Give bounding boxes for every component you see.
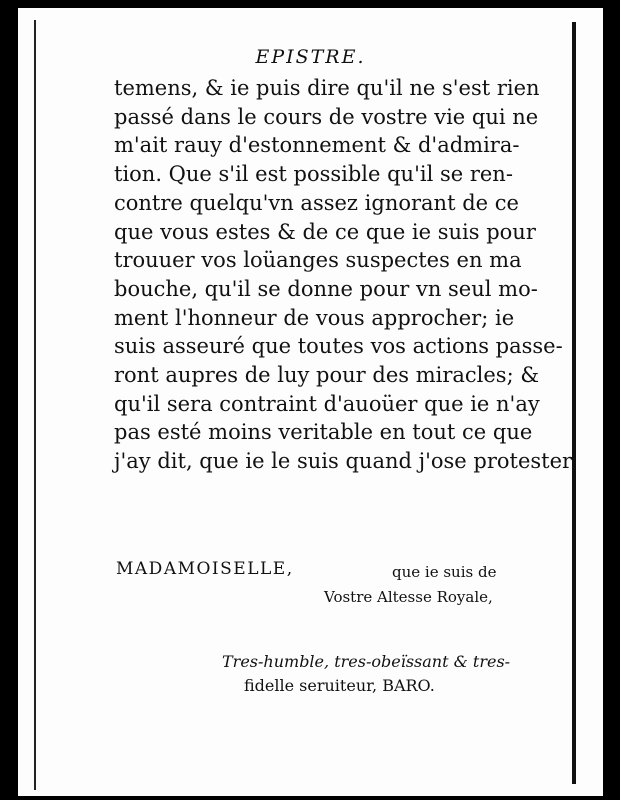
text-line: trouuer vos loüanges suspectes en ma xyxy=(114,248,522,273)
text-line: m'ait rauy d'estonnement & d'admira- xyxy=(114,133,520,158)
text-line: ront aupres de luy pour des miracles; & xyxy=(114,363,540,388)
signature-line: Tres-humble, tres-obeïssant & tres- xyxy=(222,652,511,671)
text-line: ment l'honneur de vous approcher; ie xyxy=(114,305,515,330)
text-line: passé dans le cours de vostre vie qui ne xyxy=(114,104,539,129)
running-head: EPISTRE. xyxy=(255,46,366,68)
salutation: MADAMOISELLE, xyxy=(116,559,294,579)
text-line: tion. Que s'il est possible qu'il se ren- xyxy=(114,162,513,187)
text-line: suis asseuré que toutes vos actions passe- xyxy=(114,334,563,359)
closing-line: Vostre Altesse Royale, xyxy=(324,588,493,606)
signature-line: fidelle seruiteur, BARO. xyxy=(244,676,435,695)
body-text xyxy=(114,74,573,476)
text-line: bouche, qu'il se donne pour vn seul mo- xyxy=(114,276,538,301)
page-edge-right xyxy=(572,22,576,784)
text-line: j'ay dit, que ie le suis quand j'ose protester xyxy=(114,449,573,474)
text-line: pas esté moins veritable en tout ce que xyxy=(114,420,533,445)
text-line: contre quelqu'vn assez ignorant de ce xyxy=(114,190,519,215)
text-line: que vous estes & de ce que ie suis pour xyxy=(114,219,536,244)
page-edge-left xyxy=(34,20,36,790)
text-line: qu'il sera contraint d'auoüer que ie n'ay xyxy=(114,391,540,416)
book-page xyxy=(18,8,603,796)
closing-line: que ie suis de xyxy=(392,563,497,581)
text-line: temens, & ie puis dire qu'il ne s'est rien xyxy=(114,76,540,100)
